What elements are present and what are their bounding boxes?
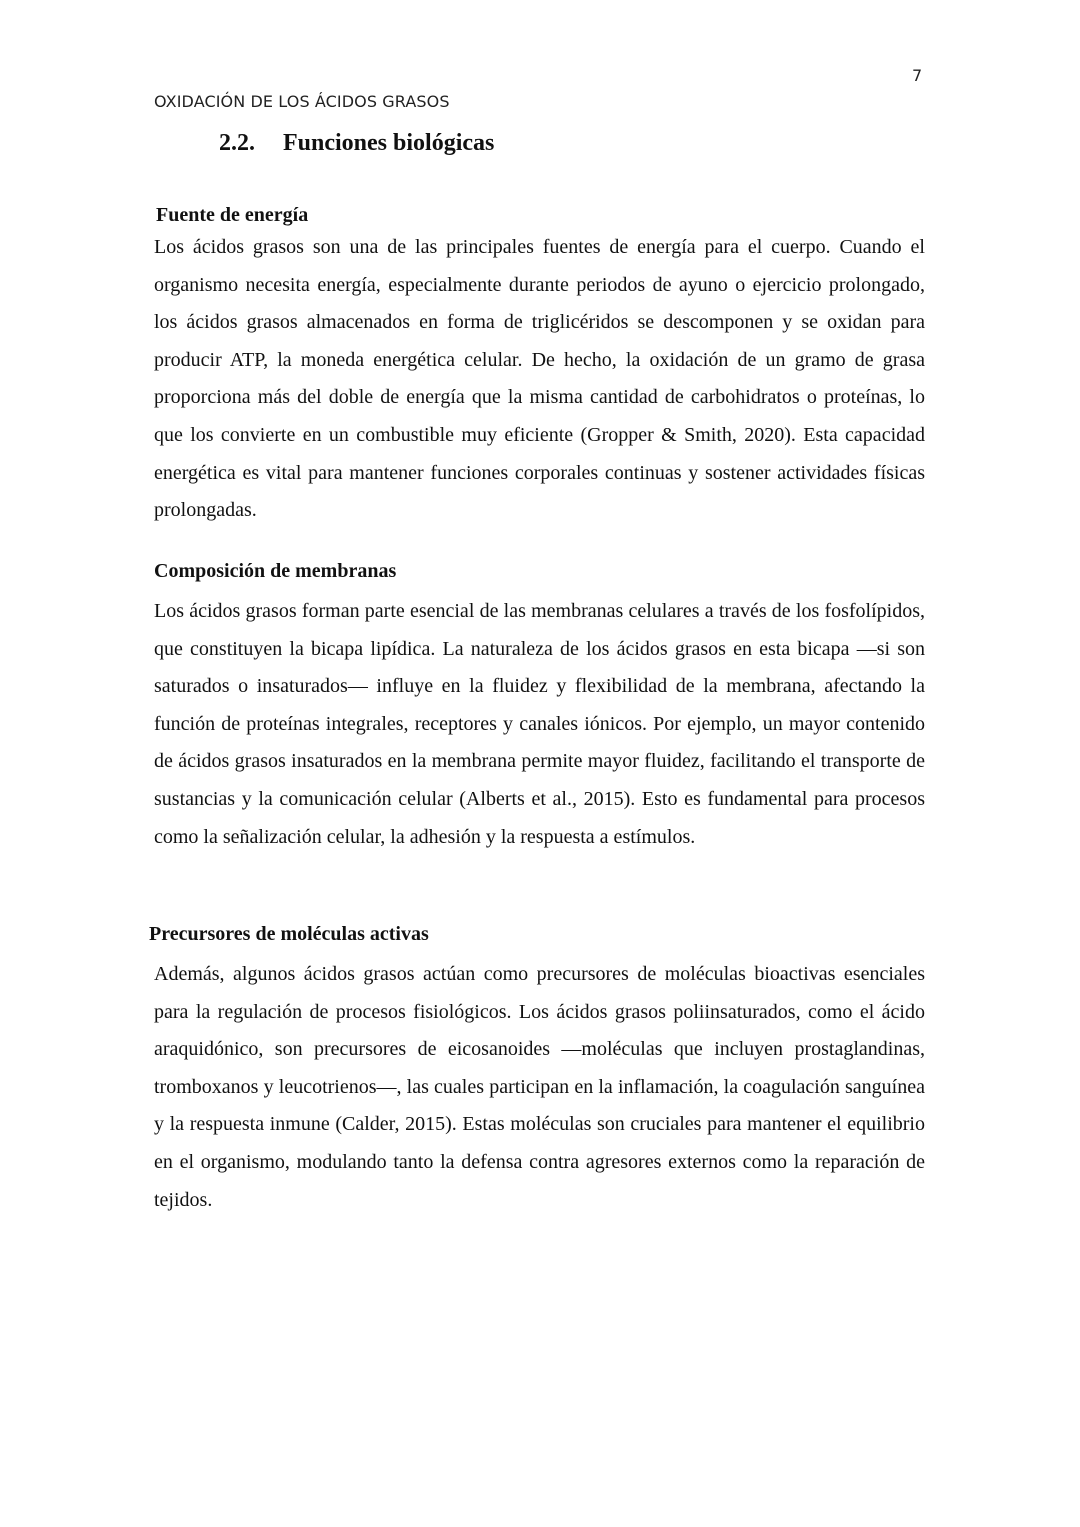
subheading-energy: Fuente de energía [156, 204, 309, 226]
subheading-precursors: Precursores de moléculas activas [149, 923, 429, 945]
section-number: 2.2. [219, 130, 255, 156]
section-title-text: Funciones biológicas [283, 130, 495, 156]
paragraph-energy: Los ácidos grasos son una de las principales fuentes de energía para el cuerpo. Cuando el organismo necesita energía, especialmente durante periodos de ayuno o ejercicio prolongado, los ácidos grasos almacenados en forma de triglicéridos se descomponen y se oxidan para producir ATP, la moneda energética celular. De hecho, la oxidación de un gramo de grasa proporciona más del doble de energía que la misma cantidad de carbohidratos o proteínas, lo que los convierte en un combustible muy eficiente (Gropper & Smith, 2020). Esta capacidad energética es vital para mantener funciones corporales continuas y sostener actividades físicas prolongadas. [154, 236, 925, 522]
paragraph-precursors: Además, algunos ácidos grasos actúan como precursores de moléculas bioactivas esenciales para la regulación de procesos fisiológicos. Los ácidos grasos poliinsaturados, como el ácido araquidónico, son precursores de eicosanoides —moléculas que incluyen prostaglandinas, tromboxanos y leucotrienos—, las cuales participan en la inflamación, la coagulación sanguínea y la respuesta inmune (Calder, 2015). Estas moléculas son cruciales para mantener el equilibrio en el organismo, modulando tanto la defensa contra agresores externos como la reparación de tejidos. [154, 963, 925, 1211]
running-head: OXIDACIÓN DE LOS ÁCIDOS GRASOS [154, 92, 450, 111]
subheading-membranes: Composición de membranas [154, 560, 397, 582]
paragraph-membranes: Los ácidos grasos forman parte esencial de las membranas celulares a través de los fosfolípidos, que constituyen la bicapa lipídica. La naturaleza de los ácidos grasos en esta bicapa —si son saturados o insaturados— influye en la fluidez y flexibilidad de la membrana, afectando la función de proteínas integrales, receptores y canales iónicos. Por ejemplo, un mayor contenido de ácidos grasos insaturados en la membrana permite mayor fluidez, facilitando el transporte de sustancias y la comunicación celular (Alberts et al., 2015). Esto es fundamental para procesos como la señalización celular, la adhesión y la respuesta a estímulos. [154, 600, 925, 848]
page-number: 7 [912, 66, 923, 85]
section-title [219, 128, 494, 158]
